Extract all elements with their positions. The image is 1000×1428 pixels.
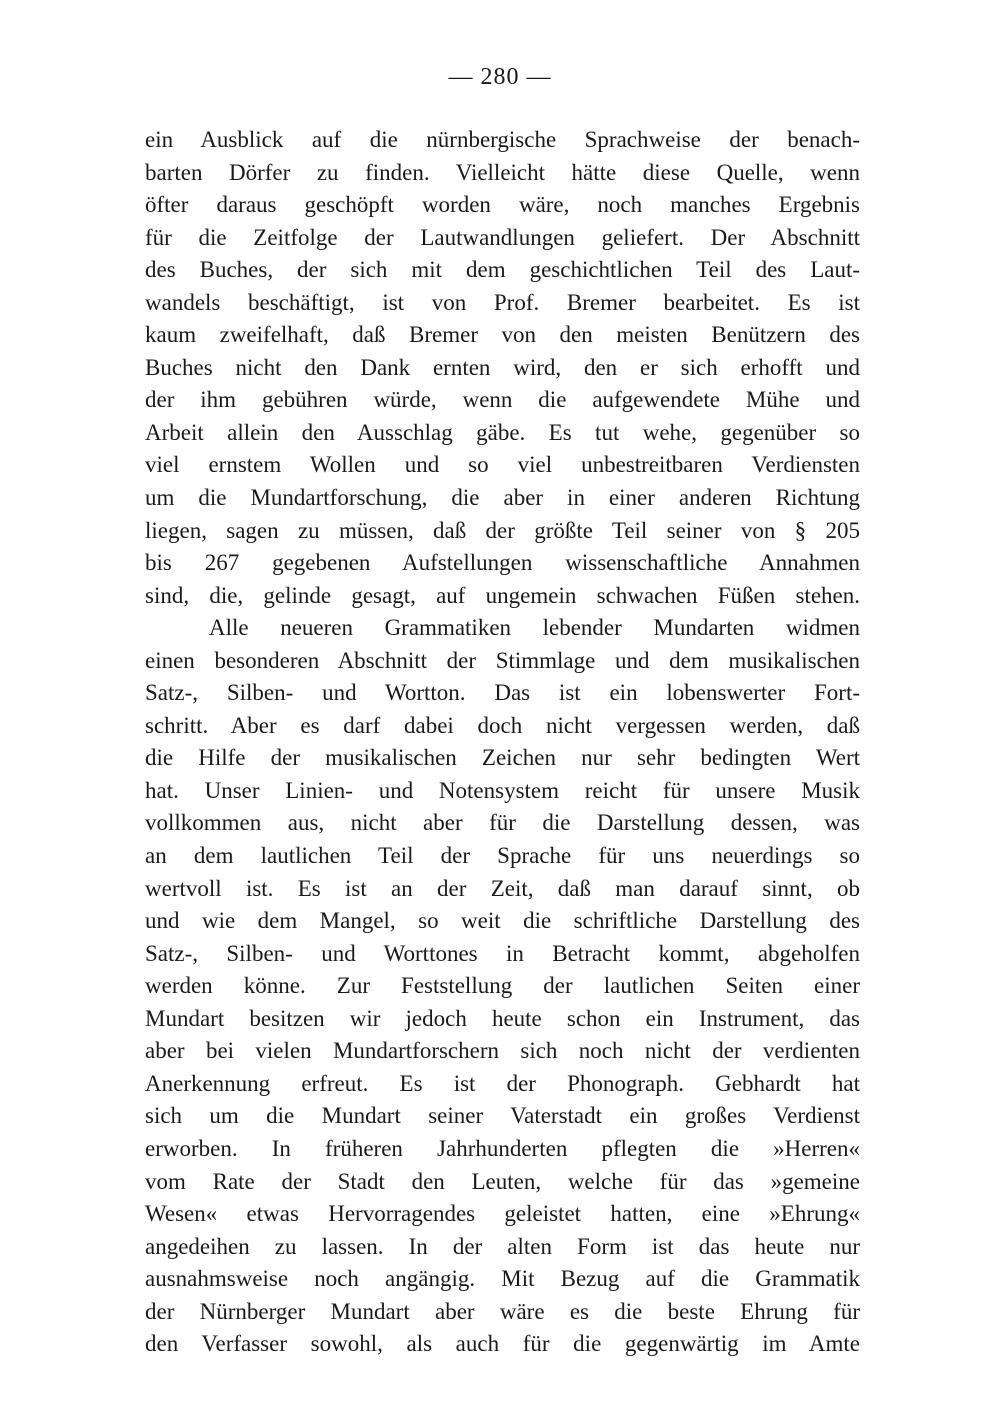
body-text xyxy=(145,124,860,1361)
page-number: — 280 — xyxy=(448,64,552,90)
text-line: Mundart besitzen wir jedoch heute schon ein Instrument, das xyxy=(145,1005,860,1031)
text-line: wandels beschäftigt, ist von Prof. Bremer bearbeitet. Es ist xyxy=(145,289,860,315)
text-line: Satz-, Silben- und Wortton. Das ist ein lobenswerter Fort- xyxy=(145,680,860,706)
text-line: um die Mundartforschung, die aber in einer anderen Richtung xyxy=(145,485,860,511)
text-line: werden könne. Zur Feststellung der lautlichen Seiten einer xyxy=(145,973,860,999)
text-line-paragraph-start: Alle neueren Grammatiken lebender Mundarten widmen xyxy=(209,615,860,641)
text-line: an dem lautlichen Teil der Sprache für uns neuerdings so xyxy=(145,843,860,869)
text-line: aber bei vielen Mundartforschern sich noch nicht der verdienten xyxy=(145,1038,860,1064)
text-line: den Verfasser sowohl, als auch für die gegenwärtig im Amte xyxy=(145,1331,860,1357)
text-line: Arbeit allein den Ausschlag gäbe. Es tut wehe, gegenüber so xyxy=(145,419,860,445)
text-line: der ihm gebühren würde, wenn die aufgewendete Mühe und xyxy=(145,387,860,413)
text-line: Buches nicht den Dank ernten wird, den er sich erhofft und xyxy=(145,354,860,380)
text-line: für die Zeitfolge der Lautwandlungen geliefert. Der Abschnitt xyxy=(145,224,860,250)
text-line: viel ernstem Wollen und so viel unbestreitbaren Verdiensten xyxy=(145,452,860,478)
text-line-paragraph-end: sind, die, gelinde gesagt, auf ungemein schwachen Füßen stehen. xyxy=(145,582,860,608)
text-line: liegen, sagen zu müssen, daß der größte Teil seiner von § 205 xyxy=(145,517,860,543)
text-line: und wie dem Mangel, so weit die schriftliche Darstellung des xyxy=(145,908,860,934)
text-line: Satz-, Silben- und Worttones in Betracht kommt, abgeholfen xyxy=(145,940,860,966)
text-line: vom Rate der Stadt den Leuten, welche für das »gemeine xyxy=(145,1168,860,1194)
text-line: erworben. In früheren Jahrhunderten pflegten die »Herren« xyxy=(145,1135,860,1161)
text-line: ausnahmsweise noch angängig. Mit Bezug auf die Grammatik xyxy=(145,1266,860,1292)
text-line: Wesen« etwas Hervorragendes geleistet hatten, eine »Ehrung« xyxy=(145,1201,860,1227)
text-line: öfter daraus geschöpft worden wäre, noch manches Ergebnis xyxy=(145,192,860,218)
text-line: der Nürnberger Mundart aber wäre es die beste Ehrung für xyxy=(145,1298,860,1324)
text-line: schritt. Aber es darf dabei doch nicht vergessen werden, daß xyxy=(145,712,860,738)
text-line: die Hilfe der musikalischen Zeichen nur sehr bedingten Wert xyxy=(145,745,860,771)
text-line: sich um die Mundart seiner Vaterstadt ein großes Verdienst xyxy=(145,1103,860,1129)
text-line: ein Ausblick auf die nürnbergische Sprachweise der benach- xyxy=(145,127,860,152)
text-line: wertvoll ist. Es ist an der Zeit, daß man darauf sinnt, ob xyxy=(145,875,860,901)
text-line: kaum zweifelhaft, daß Bremer von den meisten Benützern des xyxy=(145,322,860,348)
text-line: angedeihen zu lassen. In der alten Form ist das heute nur xyxy=(145,1233,860,1259)
text-line: Anerkennung erfreut. Es ist der Phonograph. Gebhardt hat xyxy=(145,1070,860,1096)
text-line: bis 267 gegebenen Aufstellungen wissenschaftliche Annahmen xyxy=(145,550,860,576)
text-line: barten Dörfer zu finden. Vielleicht hätte diese Quelle, wenn xyxy=(145,159,860,185)
text-line: einen besonderen Abschnitt der Stimmlage und dem musikalischen xyxy=(145,647,860,673)
text-line: des Buches, der sich mit dem geschichtlichen Teil des Laut- xyxy=(145,257,860,283)
text-line: hat. Unser Linien- und Notensystem reicht für unsere Musik xyxy=(145,777,860,803)
text-line: vollkommen aus, nicht aber für die Darstellung dessen, was xyxy=(145,810,860,836)
